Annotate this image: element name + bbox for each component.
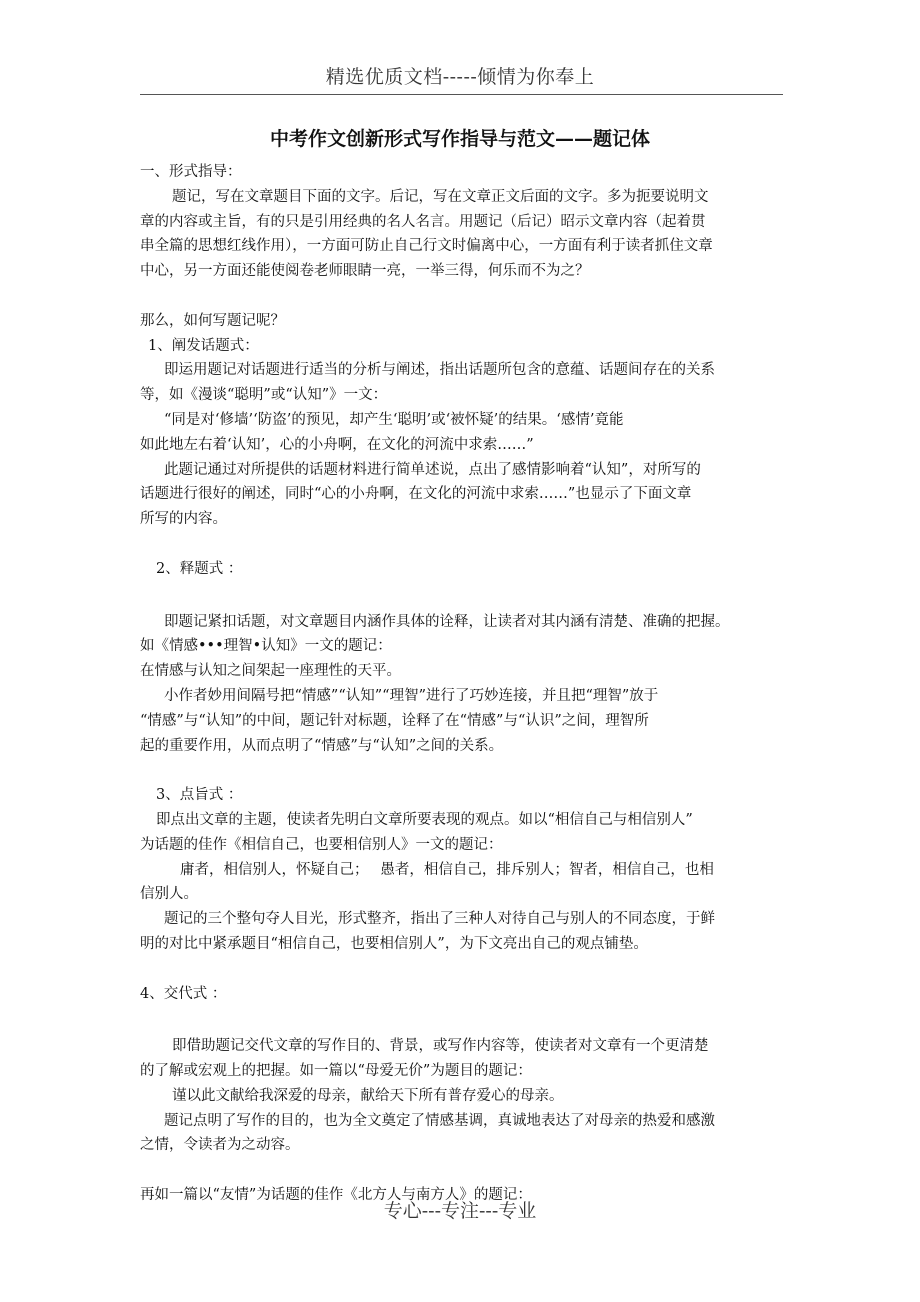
body-line: 此题记通过对所提供的话题材料进行简单述说，点出了感情影响着“认知”，对所写的 bbox=[164, 461, 701, 478]
page-header: 精选优质文档-----倾情为你奉上 bbox=[325, 66, 595, 88]
example-line: 谨以此文献给我深爱的母亲，献给天下所有普存爱心的母亲。 bbox=[172, 1087, 564, 1104]
body-line: 即点出文章的主题，使读者先明白文章所要表现的观点。如以“相信自己与相信别人” bbox=[156, 811, 693, 828]
document-body bbox=[140, 160, 790, 1208]
example-line: “同是对‘修墙’‘防盗’的预见，却产生‘聪明’或‘被怀疑’的结果。‘感情’竟能 bbox=[164, 411, 624, 428]
body-line: 起的重要作用，从而点明了“情感”与“认知”之间的关系。 bbox=[140, 737, 504, 754]
document-title: 中考作文创新形式写作指导与范文——题记体 bbox=[269, 128, 650, 150]
body-line: 之情，令读者为之动容。 bbox=[140, 1137, 300, 1154]
example-line: 信别人。 bbox=[140, 886, 198, 903]
subsection-heading: 4、交代式 ： bbox=[140, 985, 227, 1002]
section-heading: 一、形式指导： bbox=[140, 164, 242, 180]
body-line: 再如一篇以“友情”为话题的佳作《北方人与南方人》的题记： bbox=[140, 1187, 532, 1204]
body-line: 明的对比中紧承题目“相信自己，也要相信别人”，为下文亮出自己的观点铺垫。 bbox=[140, 935, 648, 952]
body-line: 等，如《漫谈“聪明”或“认知”》一文： bbox=[140, 387, 388, 404]
example-line: 如此地左右着‘认知’，心的小舟啊，在文化的河流中求索……” bbox=[140, 436, 534, 453]
header-divider bbox=[140, 94, 783, 95]
subsection-heading: 3、点旨式 ： bbox=[156, 787, 243, 804]
body-line: 话题进行很好的阐述，同时“心的小舟啊，在文化的河流中求索……”也显示了下面文章 bbox=[140, 486, 692, 503]
body-line: 串全篇的思想红线作用），一方面可防止自己行文时偏离中心，一方面有利于读者抓住文章 bbox=[140, 238, 713, 255]
body-line: 章的内容或主旨，有的只是引用经典的名人名言。用题记（后记）昭示文章内容（起着贯 bbox=[140, 213, 706, 230]
body-line: 如《情感•••理智•认知》一文的题记： bbox=[140, 638, 392, 655]
example-line: 庸者，相信别人，怀疑自己； 愚者，相信自己，排斥别人；智者，相信自己，也相 bbox=[180, 861, 714, 878]
body-line: 即题记紧扣话题，对文章题目内涵作具体的诠释，让读者对其内涵有清楚、准确的把握。 bbox=[164, 613, 730, 630]
body-line: 中心，另一方面还能使阅卷老师眼睛一亮，一举三得，何乐而不为之？ bbox=[140, 263, 590, 280]
body-line: 即借助题记交代文章的写作目的、背景，或写作内容等，使读者对文章有一个更清楚 bbox=[172, 1038, 709, 1055]
body-line: 题记，写在文章题目下面的文字。后记，写在文章正文后面的文字。多为扼要说明文 bbox=[172, 188, 709, 205]
body-line: “情感”与“认知”的中间，题记针对标题，诠释了在“情感”与“认识”之间，理智所 bbox=[140, 712, 649, 729]
body-line: 所写的内容。 bbox=[140, 511, 227, 528]
body-line: 题记点明了写作的目的，也为全文奠定了情感基调，真诚地表达了对母亲的热爱和感激 bbox=[164, 1112, 715, 1129]
body-line: 小作者妙用间隔号把“情感”“认知”“理智”进行了巧妙连接，并且把“理智”放于 bbox=[164, 687, 659, 704]
example-line: 在情感与认知之间架起一座理性的天平。 bbox=[140, 663, 401, 680]
body-line: 的了解或宏观上的把握。如一篇以“母爱无价”为题目的题记： bbox=[140, 1063, 532, 1080]
body-line: 题记的三个整句夺人目光，形式整齐，指出了三种人对待自己与别人的不同态度，于鲜 bbox=[164, 911, 715, 928]
page-footer: 专心---专注---专业 bbox=[383, 1200, 537, 1222]
question-line: 那么，如何写题记呢？ bbox=[140, 312, 285, 329]
subsection-heading: 2、释题式 ： bbox=[156, 560, 243, 577]
body-line: 即运用题记对话题进行适当的分析与阐述，指出话题所包含的意蕴、话题间存在的关系 bbox=[164, 362, 715, 379]
body-line: 为话题的佳作《相信自己，也要相信别人》一文的题记： bbox=[140, 836, 503, 853]
subsection-heading: 1、阐发话题式： bbox=[148, 337, 259, 354]
